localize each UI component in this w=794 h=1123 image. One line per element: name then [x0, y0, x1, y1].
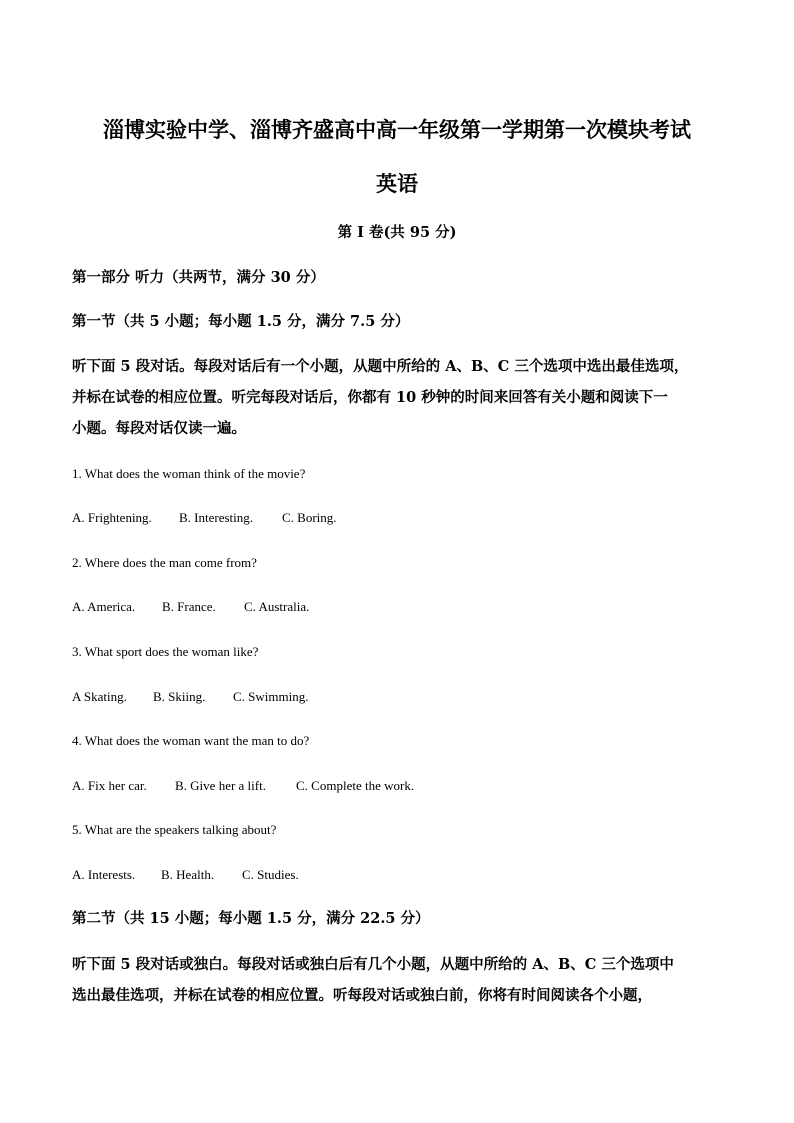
volume-heading: 第 I 卷(共 95 分): [337, 224, 457, 241]
instruction-line: 并标在试卷的相应位置。听完每段对话后，你都有 10 秒钟的时间来回答有关小题和阅读下一: [72, 389, 668, 406]
exam-title: 淄博实验中学、淄博齐盛高中高一年级第一学期第一次模块考试: [103, 117, 691, 142]
option-b: B. France.: [162, 599, 216, 614]
section2-instructions: [72, 949, 726, 1011]
option-a: A. Frightening.: [72, 510, 152, 525]
section1-instructions: [72, 351, 726, 444]
question-1: 1. What does the woman think of the movie?: [72, 466, 306, 481]
part1-heading: 第一部分 听力（共两节，满分 30 分）: [72, 269, 325, 286]
option-b: B. Health.: [161, 867, 215, 882]
question-4: 4. What does the woman want the man to do?: [72, 733, 310, 748]
subject-title: 英语: [376, 171, 418, 196]
question-3: 3. What sport does the woman like?: [72, 644, 259, 659]
instruction-line: 听下面 5 段对话。每段对话后有一个小题，从题中所给的 A、B、C 三个选项中选出最佳选项，: [72, 358, 689, 375]
option-a: A. America.: [72, 599, 136, 614]
section2-heading: 第二节（共 15 小题；每小题 1.5 分，满分 22.5 分）: [72, 910, 430, 927]
section1-heading: 第一节（共 5 小题；每小题 1.5 分，满分 7.5 分）: [72, 313, 410, 330]
option-a: A. Interests.: [72, 867, 136, 882]
option-c: C. Studies.: [242, 867, 299, 882]
question-5-options: [72, 866, 299, 884]
question-1-options: [72, 509, 337, 527]
option-c: C. Boring.: [282, 510, 337, 525]
option-a: A. Fix her car.: [72, 778, 147, 793]
question-2: 2. Where does the man come from?: [72, 555, 257, 570]
instruction-line: 小题。每段对话仅读一遍。: [72, 420, 246, 437]
option-b: B. Skiing.: [153, 689, 206, 704]
question-5: 5. What are the speakers talking about?: [72, 822, 277, 837]
option-c: C. Australia.: [244, 599, 310, 614]
option-c: C. Swimming.: [233, 689, 309, 704]
instruction-line: 听下面 5 段对话或独白。每段对话或独白后有几个小题，从题中所给的 A、B、C 三个选项中: [72, 956, 674, 973]
question-3-options: [72, 688, 309, 706]
question-4-options: [72, 777, 414, 795]
option-c: C. Complete the work.: [296, 778, 415, 793]
option-b: B. Interesting.: [179, 510, 254, 525]
option-b: B. Give her a lift.: [175, 778, 266, 793]
instruction-line: 选出最佳选项，并标在试卷的相应位置。听每段对话或独白前，你将有时间阅读各个小题，: [72, 987, 652, 1004]
option-a: A Skating.: [72, 689, 127, 704]
question-2-options: [72, 598, 309, 616]
